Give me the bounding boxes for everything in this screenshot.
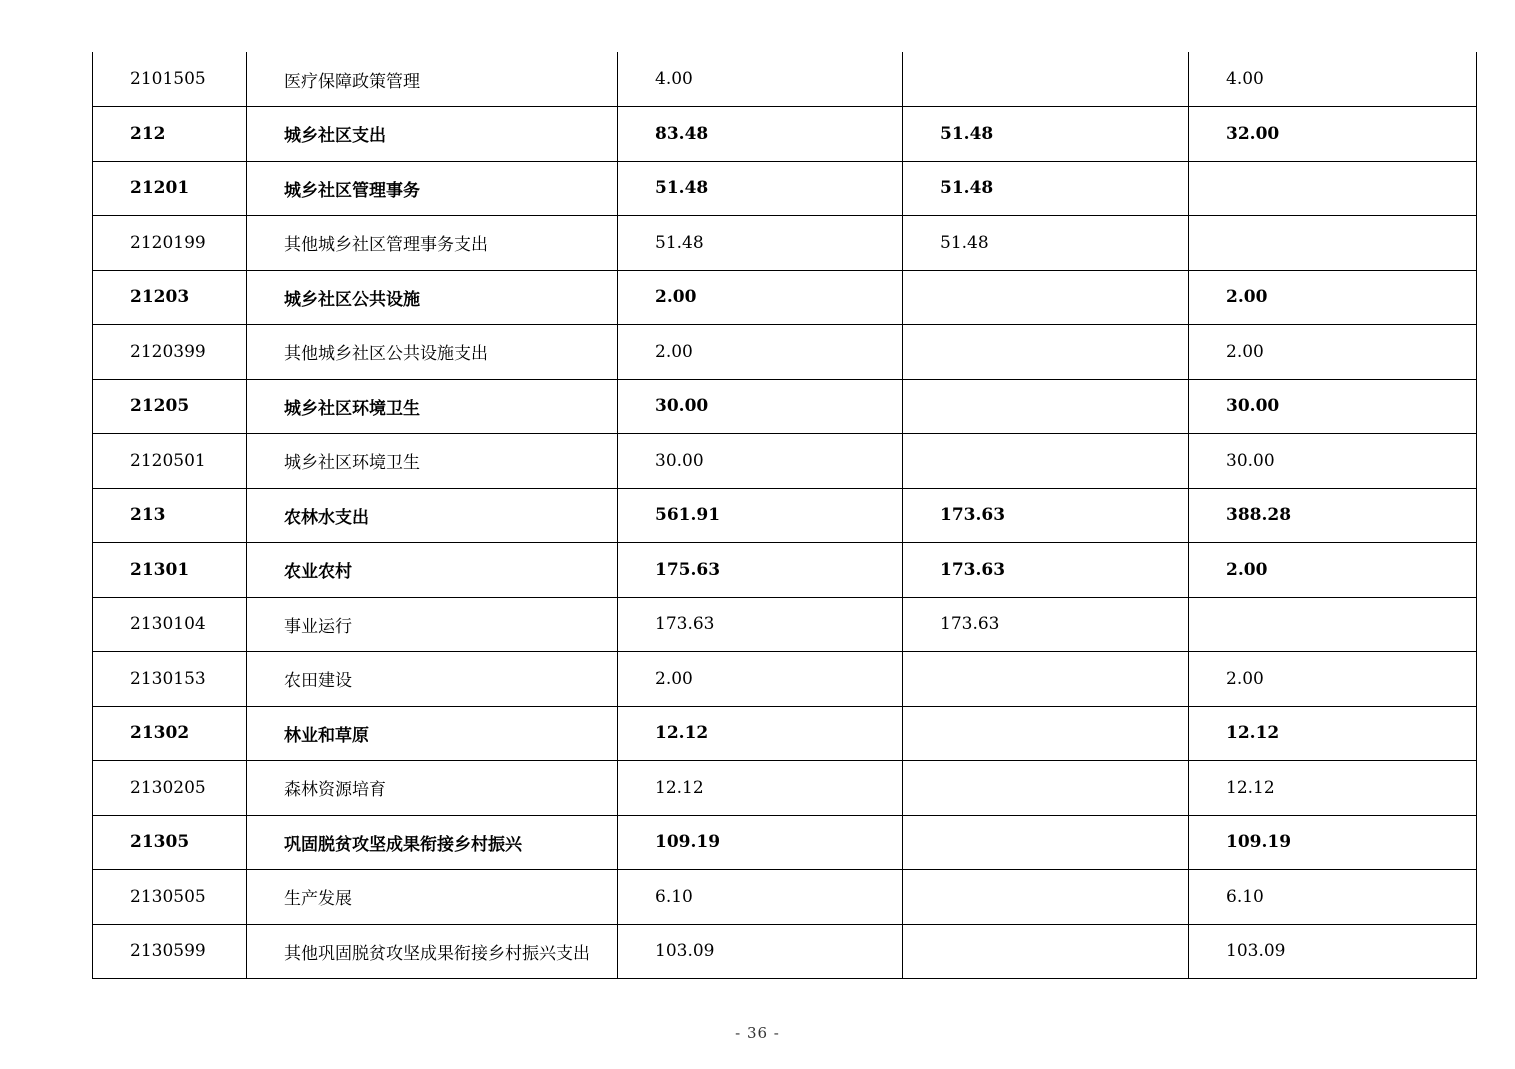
table-row — [93, 706, 1477, 761]
table-row — [93, 488, 1477, 543]
cell-subject-name: 巩固脱贫攻坚成果衔接乡村振兴 — [247, 815, 618, 870]
cell-basic-expenditure — [903, 652, 1189, 707]
cell-basic-expenditure: 51.48 — [903, 216, 1189, 271]
cell-subject-name: 城乡社区支出 — [247, 107, 618, 162]
cell-subject-code: 21205 — [93, 379, 247, 434]
cell-subject-name: 农业农村 — [247, 543, 618, 598]
cell-project-expenditure: 12.12 — [1189, 761, 1477, 816]
cell-total: 83.48 — [618, 107, 903, 162]
cell-subject-code: 2120199 — [93, 216, 247, 271]
cell-project-expenditure: 2.00 — [1189, 270, 1477, 325]
table-row — [93, 815, 1477, 870]
cell-basic-expenditure — [903, 379, 1189, 434]
cell-basic-expenditure — [903, 325, 1189, 380]
cell-subject-code: 2130599 — [93, 924, 247, 979]
cell-subject-name: 城乡社区公共设施 — [247, 270, 618, 325]
table-row — [93, 597, 1477, 652]
table-row — [93, 870, 1477, 925]
cell-total: 6.10 — [618, 870, 903, 925]
cell-total: 173.63 — [618, 597, 903, 652]
cell-basic-expenditure — [903, 52, 1189, 107]
cell-subject-code: 21301 — [93, 543, 247, 598]
cell-subject-code: 2130153 — [93, 652, 247, 707]
cell-subject-name: 其他城乡社区管理事务支出 — [247, 216, 618, 271]
table-row — [93, 379, 1477, 434]
cell-subject-name: 森林资源培育 — [247, 761, 618, 816]
cell-basic-expenditure — [903, 434, 1189, 489]
cell-total: 2.00 — [618, 270, 903, 325]
cell-subject-name: 医疗保障政策管理 — [247, 52, 618, 107]
cell-subject-code: 2130205 — [93, 761, 247, 816]
cell-project-expenditure: 6.10 — [1189, 870, 1477, 925]
cell-project-expenditure: 2.00 — [1189, 543, 1477, 598]
cell-basic-expenditure — [903, 270, 1189, 325]
cell-basic-expenditure: 173.63 — [903, 543, 1189, 598]
cell-project-expenditure: 30.00 — [1189, 379, 1477, 434]
cell-subject-code: 21201 — [93, 161, 247, 216]
cell-project-expenditure: 30.00 — [1189, 434, 1477, 489]
cell-project-expenditure — [1189, 597, 1477, 652]
table-row — [93, 270, 1477, 325]
table-row — [93, 161, 1477, 216]
cell-total: 561.91 — [618, 488, 903, 543]
cell-project-expenditure: 2.00 — [1189, 652, 1477, 707]
cell-project-expenditure: 2.00 — [1189, 325, 1477, 380]
cell-project-expenditure: 32.00 — [1189, 107, 1477, 162]
cell-total: 30.00 — [618, 379, 903, 434]
cell-project-expenditure: 388.28 — [1189, 488, 1477, 543]
cell-subject-code: 2130505 — [93, 870, 247, 925]
cell-total: 2.00 — [618, 652, 903, 707]
cell-subject-name: 城乡社区环境卫生 — [247, 434, 618, 489]
cell-subject-name: 其他巩固脱贫攻坚成果衔接乡村振兴支出 — [247, 924, 618, 979]
cell-basic-expenditure — [903, 761, 1189, 816]
cell-total: 30.00 — [618, 434, 903, 489]
table-row — [93, 216, 1477, 271]
cell-subject-code: 213 — [93, 488, 247, 543]
cell-subject-code: 2101505 — [93, 52, 247, 107]
cell-subject-code: 2120501 — [93, 434, 247, 489]
cell-project-expenditure: 12.12 — [1189, 706, 1477, 761]
table-row — [93, 924, 1477, 979]
table-row — [93, 325, 1477, 380]
cell-subject-name: 其他城乡社区公共设施支出 — [247, 325, 618, 380]
cell-total: 4.00 — [618, 52, 903, 107]
cell-subject-name: 林业和草原 — [247, 706, 618, 761]
cell-basic-expenditure — [903, 924, 1189, 979]
table-body — [93, 52, 1477, 979]
cell-total: 109.19 — [618, 815, 903, 870]
cell-basic-expenditure — [903, 870, 1189, 925]
cell-subject-name: 城乡社区环境卫生 — [247, 379, 618, 434]
cell-subject-name: 事业运行 — [247, 597, 618, 652]
cell-subject-code: 21305 — [93, 815, 247, 870]
cell-total: 103.09 — [618, 924, 903, 979]
cell-basic-expenditure: 51.48 — [903, 161, 1189, 216]
cell-project-expenditure: 4.00 — [1189, 52, 1477, 107]
cell-subject-code: 21302 — [93, 706, 247, 761]
cell-total: 12.12 — [618, 706, 903, 761]
cell-subject-code: 2130104 — [93, 597, 247, 652]
cell-subject-name: 生产发展 — [247, 870, 618, 925]
table-row — [93, 434, 1477, 489]
cell-subject-name: 农林水支出 — [247, 488, 618, 543]
cell-project-expenditure — [1189, 161, 1477, 216]
table-row — [93, 652, 1477, 707]
page-number: - 36 - — [735, 1024, 780, 1042]
cell-subject-name: 农田建设 — [247, 652, 618, 707]
table-row — [93, 107, 1477, 162]
cell-project-expenditure: 103.09 — [1189, 924, 1477, 979]
budget-expenditure-table — [92, 52, 1477, 979]
cell-total: 51.48 — [618, 161, 903, 216]
cell-basic-expenditure: 173.63 — [903, 597, 1189, 652]
cell-subject-code: 212 — [93, 107, 247, 162]
cell-project-expenditure — [1189, 216, 1477, 271]
cell-total: 12.12 — [618, 761, 903, 816]
cell-total: 175.63 — [618, 543, 903, 598]
cell-basic-expenditure: 51.48 — [903, 107, 1189, 162]
cell-total: 51.48 — [618, 216, 903, 271]
cell-basic-expenditure — [903, 815, 1189, 870]
cell-subject-name: 城乡社区管理事务 — [247, 161, 618, 216]
cell-basic-expenditure — [903, 706, 1189, 761]
cell-subject-code: 21203 — [93, 270, 247, 325]
table-row — [93, 761, 1477, 816]
table-row — [93, 52, 1477, 107]
cell-subject-code: 2120399 — [93, 325, 247, 380]
cell-total: 2.00 — [618, 325, 903, 380]
cell-basic-expenditure: 173.63 — [903, 488, 1189, 543]
cell-project-expenditure: 109.19 — [1189, 815, 1477, 870]
table-row — [93, 543, 1477, 598]
